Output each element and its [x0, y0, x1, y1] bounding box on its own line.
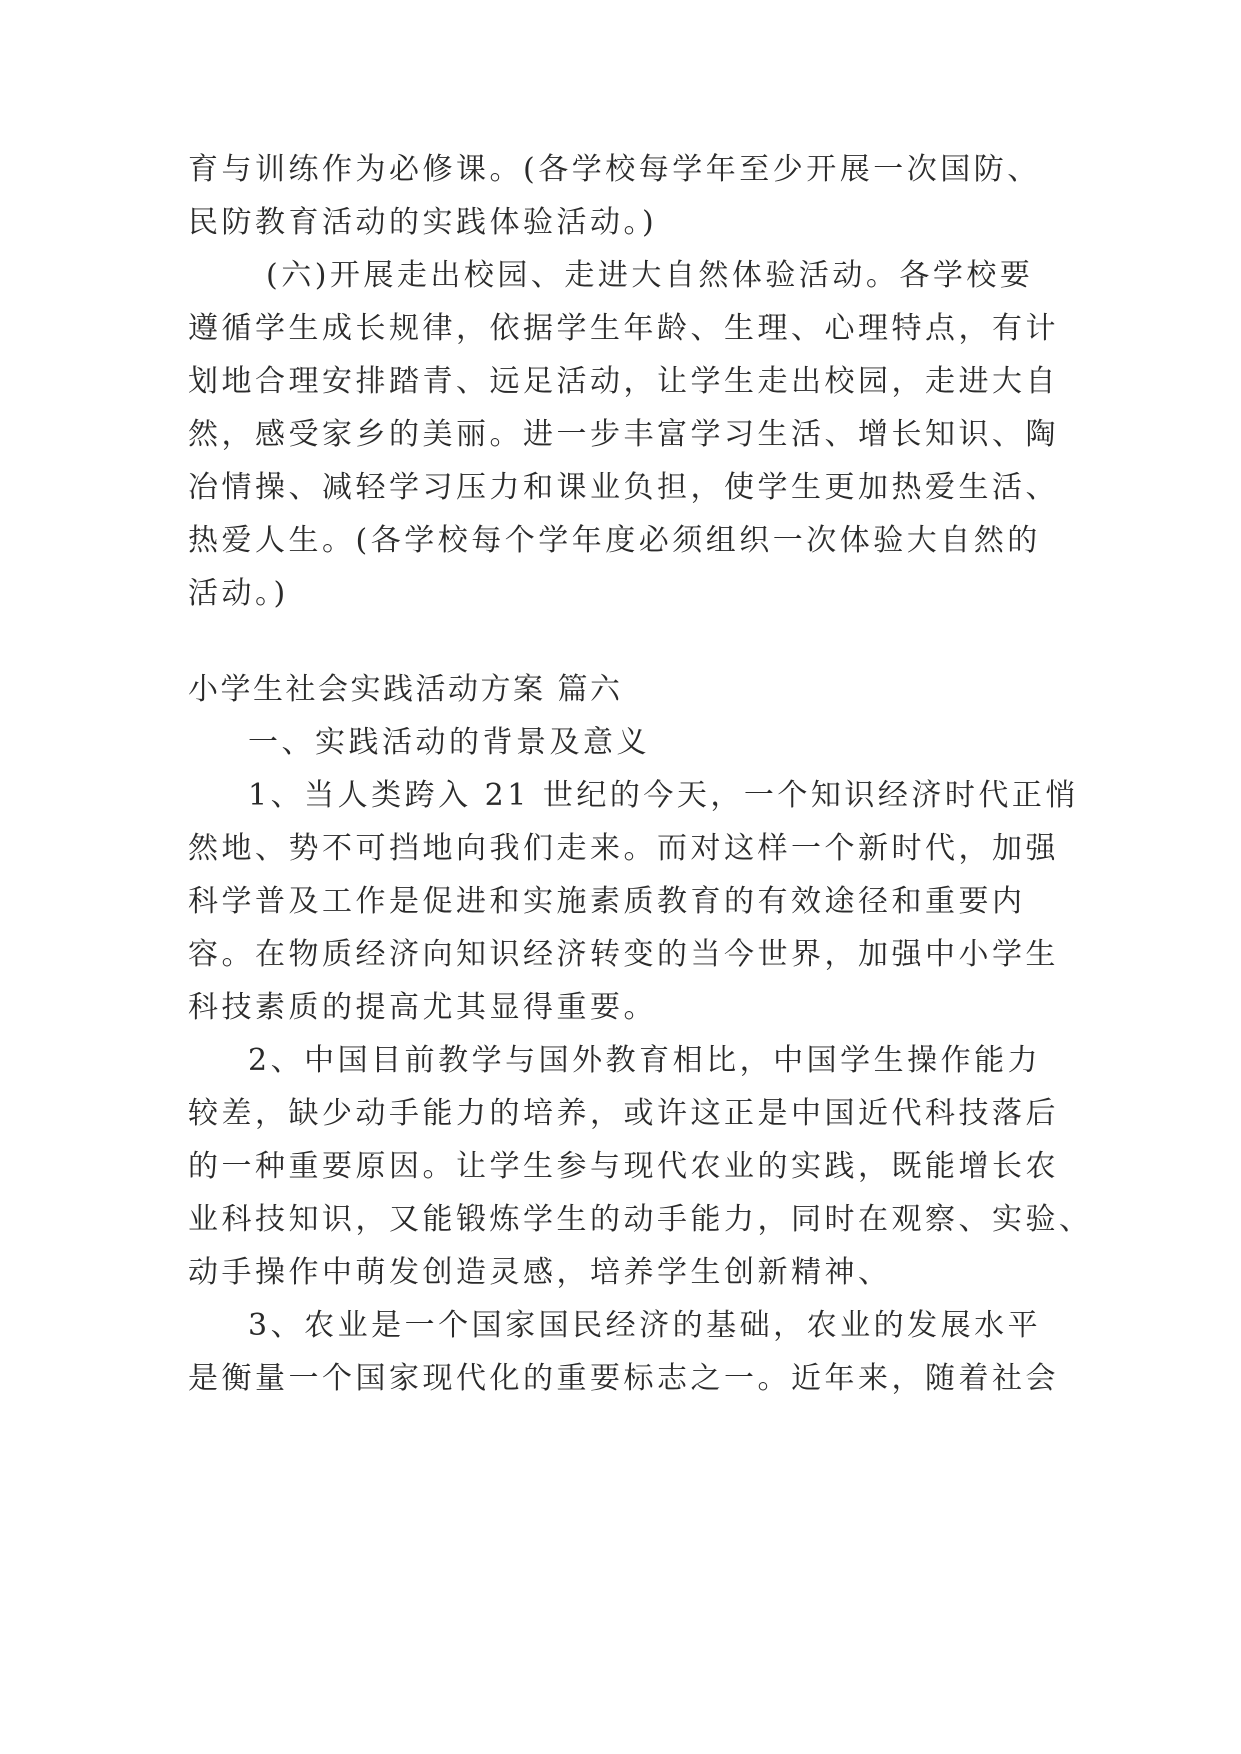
text-line: 动手操作中萌发创造灵感，培养学生创新精神、 — [188, 1255, 892, 1290]
text-line: 热爱人生。(各学校每个学年度必须组织一次体验大自然的 — [188, 523, 1041, 558]
text-line: 冶情操、减轻学习压力和课业负担，使学生更加热爱生活、 — [188, 470, 1059, 505]
text-line: 遵循学生成长规律，依据学生年龄、生理、心理特点，有计 — [188, 311, 1059, 346]
text-line: 然地、势不可挡地向我们走来。而对这样一个新时代，加强 — [188, 831, 1059, 866]
text-line: 3、农业是一个国家国民经济的基础，农业的发展水平 — [248, 1308, 1042, 1343]
text-line: 较差，缺少动手能力的培养，或许这正是中国近代科技落后 — [188, 1096, 1059, 1131]
text-line: 是衡量一个国家现代化的重要标志之一。近年来，随着社会 — [188, 1361, 1059, 1396]
text-line: 1、当人类跨入 21 世纪的今天，一个知识经济时代正悄 — [248, 778, 1079, 813]
text-line: 划地合理安排踏青、远足活动，让学生走出校园，走进大自 — [188, 364, 1059, 399]
subsection-title: 一、实践活动的背景及意义 — [248, 725, 650, 760]
paragraph-six-heading-line: (六)开展走出校园、走进大自然体验活动。各学校要 — [266, 258, 1034, 293]
text-line: 然，感受家乡的美丽。进一步丰富学习生活、增长知识、陶 — [188, 417, 1059, 452]
text-line: 容。在物质经济向知识经济转变的当今世界，加强中小学生 — [188, 937, 1059, 972]
text-line: 育与训练作为必修课。(各学校每学年至少开展一次国防、 — [188, 152, 1041, 187]
text-line: 科学普及工作是促进和实施素质教育的有效途径和重要内 — [188, 884, 1026, 919]
text-line: 2、中国目前教学与国外教育相比，中国学生操作能力 — [248, 1043, 1042, 1078]
text-line: 的一种重要原因。让学生参与现代农业的实践，既能增长农 — [188, 1149, 1059, 1184]
text-line: 民防教育活动的实践体验活动。) — [188, 205, 658, 240]
text-line: 活动。) — [188, 576, 289, 611]
text-line: 科技素质的提高尤其显得重要。 — [188, 990, 657, 1025]
text-line: 业科技知识，又能锻炼学生的动手能力，同时在观察、实验、 — [188, 1202, 1093, 1237]
section-title: 小学生社会实践活动方案 篇六 — [188, 672, 623, 707]
